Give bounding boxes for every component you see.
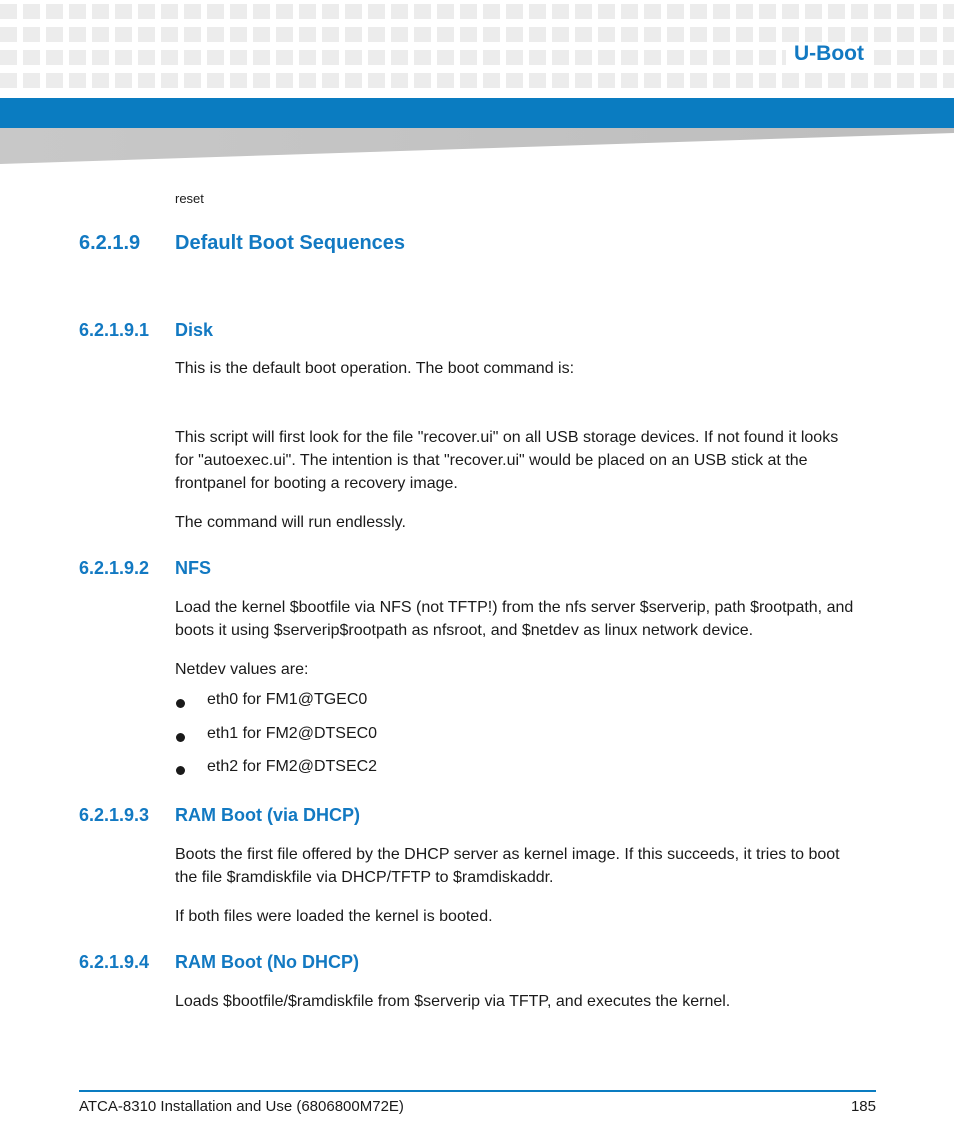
paragraph: If both files were loaded the kernel is booted. bbox=[175, 908, 493, 925]
paragraph bbox=[175, 843, 880, 889]
chapter-title: U-Boot bbox=[786, 42, 872, 66]
paragraph-line: Boots the first file offered by the DHCP server as kernel image. If this succeeds, it tries to boot bbox=[175, 846, 840, 863]
paragraph: The command will run endlessly. bbox=[175, 514, 406, 531]
paragraph bbox=[175, 596, 880, 642]
paragraph: Netdev values are: bbox=[175, 661, 309, 678]
list-item: eth0 for FM1@TGEC0 bbox=[207, 691, 368, 708]
paragraph bbox=[175, 426, 880, 495]
subsection-number: 6.2.1.9.4 bbox=[79, 952, 150, 972]
paragraph-line: the file $ramdiskfile via DHCP/TFTP to $ramdiskaddr. bbox=[175, 869, 554, 886]
paragraph: Loads $bootfile/$ramdiskfile from $serverip via TFTP, and executes the kernel. bbox=[175, 993, 731, 1010]
footer-doc-title: ATCA-8310 Installation and Use (6806800M72E) bbox=[79, 1098, 404, 1115]
page-number: 185 bbox=[850, 1098, 876, 1115]
section-number: 6.2.1.9 bbox=[79, 232, 141, 254]
header-grid-row bbox=[0, 27, 954, 42]
paragraph-line: boots it using $serverip$rootpath as nfsroot, and $netdev as linux network device. bbox=[175, 622, 754, 639]
header-blue-bar bbox=[0, 98, 954, 128]
subsection-number: 6.2.1.9.3 bbox=[79, 805, 150, 825]
header-grey-wedge bbox=[0, 128, 954, 164]
paragraph-line: Load the kernel $bootfile via NFS (not TFTP!) from the nfs server $serverip, path $rootpath, and bbox=[175, 599, 854, 616]
bullet-icon bbox=[176, 733, 185, 742]
bullet-icon bbox=[176, 766, 185, 775]
paragraph-line: This script will first look for the file "recover.ui" on all USB storage devices. If not found it looks bbox=[175, 429, 839, 446]
subsection-title: NFS bbox=[175, 558, 211, 578]
subsection-title: Disk bbox=[175, 320, 214, 340]
header-grid-row bbox=[0, 73, 954, 88]
list-item: eth1 for FM2@DTSEC0 bbox=[207, 725, 378, 742]
subsection-title: RAM Boot (via DHCP) bbox=[175, 805, 360, 825]
header-grid-row bbox=[0, 4, 954, 19]
bullet-icon bbox=[176, 699, 185, 708]
section-title: Default Boot Sequences bbox=[175, 232, 406, 254]
subsection-title: RAM Boot (No DHCP) bbox=[175, 952, 359, 972]
paragraph-line: for "autoexec.ui". The intention is that "recover.ui" would be placed on an USB stick at the bbox=[175, 452, 808, 469]
list-item: eth2 for FM2@DTSEC2 bbox=[207, 758, 378, 775]
pre-text: reset bbox=[175, 191, 204, 206]
subsection-number: 6.2.1.9.2 bbox=[79, 558, 150, 578]
subsection-number: 6.2.1.9.1 bbox=[79, 320, 150, 340]
paragraph: This is the default boot operation. The boot command is: bbox=[175, 360, 575, 377]
paragraph-line: frontpanel for booting a recovery image. bbox=[175, 475, 458, 492]
footer-divider bbox=[79, 1090, 876, 1092]
